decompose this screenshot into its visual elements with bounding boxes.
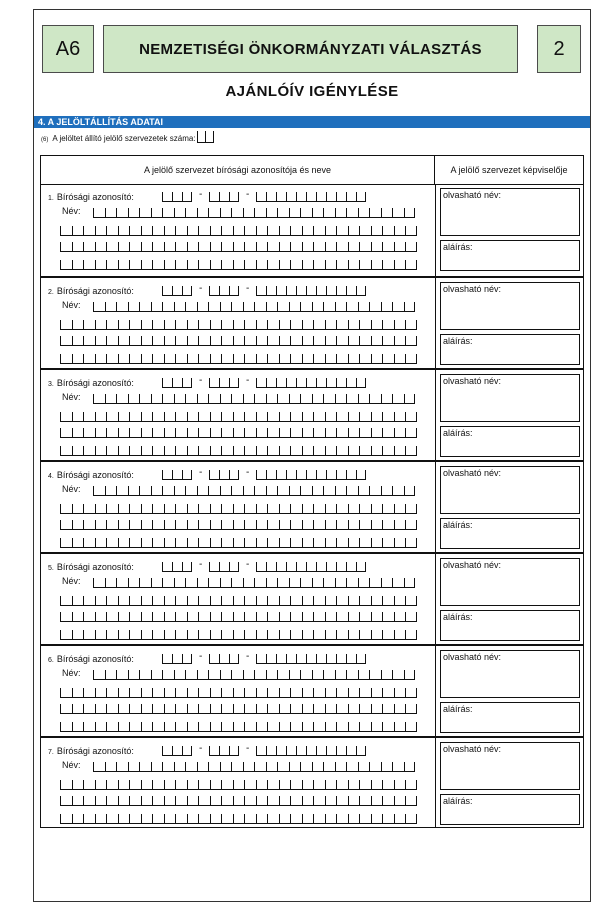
name-field-line2[interactable] (60, 780, 417, 790)
readable-name-label: olvasható név: (443, 190, 502, 200)
column-header-representative: A jelölő szervezet képviselője (450, 165, 568, 175)
court-id-field-part1[interactable] (162, 286, 192, 296)
court-id-label (48, 192, 134, 202)
table-row (41, 276, 583, 369)
court-id-label-text: Bírósági azonosító: (56, 654, 134, 664)
signature-label: aláírás: (443, 612, 473, 622)
court-id-label (48, 654, 134, 664)
name-field-line1[interactable] (93, 578, 415, 588)
row-index: 5. (48, 565, 54, 572)
representative-name-field[interactable] (440, 282, 580, 330)
representative-signature-field[interactable] (440, 334, 580, 365)
court-id-label-text: Bírósági azonosító: (56, 286, 134, 296)
representative-name-field[interactable] (440, 558, 580, 606)
section-header: 4. A JELÖLTÁLLÍTÁS ADATAI (34, 116, 590, 128)
court-id-field-part3[interactable] (256, 746, 366, 756)
name-field-line4[interactable] (60, 260, 417, 270)
name-field-line4[interactable] (60, 630, 417, 640)
representative-name-field[interactable] (440, 466, 580, 514)
representative-signature-field[interactable] (440, 240, 580, 271)
table-row (41, 368, 583, 461)
court-id-field-part2[interactable] (209, 286, 239, 296)
name-field-line3[interactable] (60, 796, 417, 806)
name-label: Név: (62, 300, 81, 310)
form-code: A6 (42, 25, 94, 73)
court-id-label-text: Bírósági azonosító: (56, 562, 134, 572)
table-header (41, 156, 583, 185)
name-field-line1[interactable] (93, 208, 415, 218)
row-index: 7. (48, 749, 54, 756)
signature-label: aláírás: (443, 704, 473, 714)
court-id-field-part3[interactable] (256, 378, 366, 388)
organization-count-field[interactable] (197, 131, 213, 143)
court-id-field-part1[interactable] (162, 746, 192, 756)
name-field-line3[interactable] (60, 242, 417, 252)
name-field-line2[interactable] (60, 596, 417, 606)
name-field-line3[interactable] (60, 336, 417, 346)
organization-count-row (41, 131, 213, 143)
representative-signature-field[interactable] (440, 518, 580, 549)
id-separator: - (199, 559, 203, 570)
id-separator: - (246, 559, 250, 570)
court-id-field-part2[interactable] (209, 746, 239, 756)
name-field-line4[interactable] (60, 538, 417, 548)
row-index: 2. (48, 289, 54, 296)
name-label: Név: (62, 668, 81, 678)
court-id-label (48, 746, 134, 756)
table-row (41, 460, 583, 553)
organization-count-label: A jelöltet állító jelölő szervezetek száma: (52, 134, 196, 143)
page-title: AJÁNLÓÍV IGÉNYLÉSE (225, 83, 399, 100)
id-separator: - (246, 743, 250, 754)
court-id-field-part2[interactable] (209, 192, 239, 202)
row-index: 1. (48, 195, 54, 202)
court-id-field-part1[interactable] (162, 192, 192, 202)
signature-label: aláírás: (443, 520, 473, 530)
readable-name-label: olvasható név: (443, 652, 502, 662)
field-reference: (6) (41, 137, 49, 143)
name-field-line1[interactable] (93, 394, 415, 404)
name-label: Név: (62, 576, 81, 586)
representative-name-field[interactable] (440, 650, 580, 698)
court-id-label (48, 470, 134, 480)
court-id-label-text: Bírósági azonosító: (56, 746, 134, 756)
court-id-field-part1[interactable] (162, 470, 192, 480)
name-field-line4[interactable] (60, 722, 417, 732)
id-separator: - (246, 283, 250, 294)
court-id-label (48, 378, 134, 388)
court-id-label (48, 562, 134, 572)
table-row (41, 736, 583, 829)
representative-name-field[interactable] (440, 742, 580, 790)
court-id-label-text: Bírósági azonosító: (56, 470, 134, 480)
court-id-field-part1[interactable] (162, 378, 192, 388)
row-index: 4. (48, 473, 54, 480)
id-separator: - (246, 651, 250, 662)
readable-name-label: olvasható név: (443, 376, 502, 386)
name-field-line4[interactable] (60, 446, 417, 456)
row-index: 3. (48, 381, 54, 388)
name-label: Név: (62, 392, 81, 402)
readable-name-label: olvasható név: (443, 468, 502, 478)
court-id-field-part1[interactable] (162, 654, 192, 664)
name-field-line4[interactable] (60, 814, 417, 824)
court-id-field-part3[interactable] (256, 562, 366, 572)
readable-name-label: olvasható név: (443, 744, 502, 754)
form-title: NEMZETISÉGI ÖNKORMÁNYZATI VÁLASZTÁS (103, 25, 518, 73)
table-row (41, 552, 583, 645)
representative-signature-field[interactable] (440, 794, 580, 825)
id-separator: - (199, 743, 203, 754)
id-separator: - (246, 467, 250, 478)
name-field-line3[interactable] (60, 520, 417, 530)
name-field-line4[interactable] (60, 354, 417, 364)
readable-name-label: olvasható név: (443, 560, 502, 570)
name-field-line2[interactable] (60, 688, 417, 698)
name-label: Név: (62, 760, 81, 770)
row-index: 6. (48, 657, 54, 664)
court-id-field-part3[interactable] (256, 192, 366, 202)
court-id-field-part1[interactable] (162, 562, 192, 572)
court-id-field-part2[interactable] (209, 470, 239, 480)
id-separator: - (199, 375, 203, 386)
name-field-line3[interactable] (60, 704, 417, 714)
representative-name-field[interactable] (440, 374, 580, 422)
name-field-line2[interactable] (60, 226, 417, 236)
name-field-line1[interactable] (93, 486, 415, 496)
readable-name-label: olvasható név: (443, 284, 502, 294)
id-separator: - (199, 467, 203, 478)
name-field-line2[interactable] (60, 320, 417, 330)
court-id-field-part3[interactable] (256, 470, 366, 480)
court-id-label (48, 286, 134, 296)
id-separator: - (246, 375, 250, 386)
name-field-line3[interactable] (60, 428, 417, 438)
column-header-organization: A jelölő szervezet bírósági azonosítója és neve (41, 156, 435, 184)
court-id-label-text: Bírósági azonosító: (56, 192, 134, 202)
court-id-field-part3[interactable] (256, 654, 366, 664)
signature-label: aláírás: (443, 242, 473, 252)
name-field-line3[interactable] (60, 612, 417, 622)
court-id-field-part2[interactable] (209, 654, 239, 664)
court-id-label-text: Bírósági azonosító: (56, 378, 134, 388)
court-id-field-part2[interactable] (209, 378, 239, 388)
id-separator: - (246, 189, 250, 200)
id-separator: - (199, 651, 203, 662)
representative-name-field[interactable] (440, 188, 580, 236)
name-field-line1[interactable] (93, 302, 415, 312)
representative-signature-field[interactable] (440, 610, 580, 641)
name-field-line2[interactable] (60, 504, 417, 514)
id-separator: - (199, 189, 203, 200)
representative-signature-field[interactable] (440, 702, 580, 733)
name-label: Név: (62, 206, 81, 216)
name-label: Név: (62, 484, 81, 494)
court-id-field-part2[interactable] (209, 562, 239, 572)
table-row (41, 184, 583, 275)
signature-label: aláírás: (443, 796, 473, 806)
table-row (41, 644, 583, 737)
signature-label: aláírás: (443, 336, 473, 346)
name-field-line1[interactable] (93, 670, 415, 680)
organization-table (40, 155, 584, 828)
id-separator: - (199, 283, 203, 294)
page-number: 2 (537, 25, 581, 73)
name-field-line1[interactable] (93, 762, 415, 772)
signature-label: aláírás: (443, 428, 473, 438)
court-id-field-part3[interactable] (256, 286, 366, 296)
name-field-line2[interactable] (60, 412, 417, 422)
representative-signature-field[interactable] (440, 426, 580, 457)
